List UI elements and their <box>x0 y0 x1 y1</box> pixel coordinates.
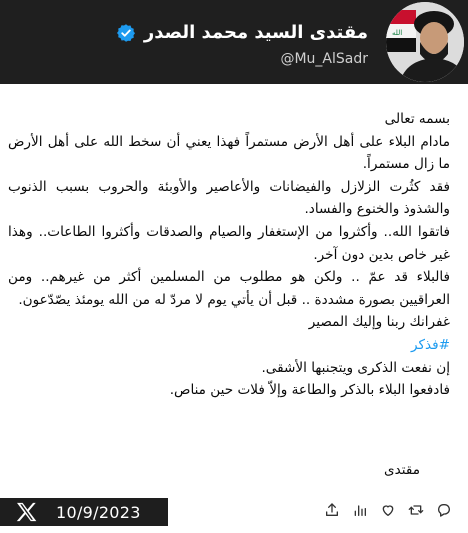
hashtag-link[interactable]: #فذكر <box>411 336 450 353</box>
post-line: فادفعوا البلاء بالذكر والطاعة وإلاّ فلات حين مناص. <box>169 382 450 399</box>
post-line: بسمه تعالى <box>384 111 450 127</box>
post-signature: مقتدى <box>383 462 420 478</box>
verified-badge-icon <box>116 23 136 43</box>
reply-icon[interactable] <box>436 502 452 518</box>
svg-text:الله: الله <box>392 29 403 37</box>
post-body <box>8 108 450 402</box>
post-date: 10/9/2023 <box>56 503 141 522</box>
like-icon[interactable] <box>380 502 396 518</box>
post-line: إن نفعت الذكرى ويتجنبها الأشقى. <box>261 359 450 376</box>
post-line: فقد كثُرت الزلازل والفيضانات والأعاصير والأوبئة والحروب بسبب الذنوب والشذوذ والخنوع والفساد. <box>8 178 450 218</box>
post-line: مادام البلاء على أهل الأرض مستمراً فهذا يعني أن سخط الله على أهل الأرض ما زال مستمراً. <box>8 133 450 173</box>
views-icon[interactable] <box>352 502 368 518</box>
profile-header <box>0 0 468 84</box>
post-line: غفرانك ربنا وإليك المصير <box>308 314 450 331</box>
action-bar <box>324 502 452 518</box>
user-handle[interactable]: @Mu_AlSadr <box>280 51 368 67</box>
avatar[interactable] <box>386 2 464 82</box>
post-footer <box>0 498 468 526</box>
name-row <box>116 22 368 43</box>
avatar-portrait-icon <box>386 2 464 82</box>
post-line: فاتقوا الله.. وأكثروا من الإستغفار والصيام والصدقات وأكثروا الطاعات.. وهذا غير خاص بدين دون آخر. <box>8 223 450 263</box>
post-line: فالبلاء قد عمّ .. ولكن هو مطلوب من المسلمين أكثر من غيرهم.. ومن العراقيين بصورة مشددة .. قبل أن يأتي يوم لا مردّ له من الله يومئذ يصّدّعون. <box>8 269 450 308</box>
retweet-icon[interactable] <box>408 502 424 518</box>
footer-bar <box>0 498 168 526</box>
share-icon[interactable] <box>324 502 340 518</box>
display-name[interactable]: مقتدى السيد محمد الصدر <box>143 22 368 43</box>
x-logo-icon <box>16 502 38 522</box>
